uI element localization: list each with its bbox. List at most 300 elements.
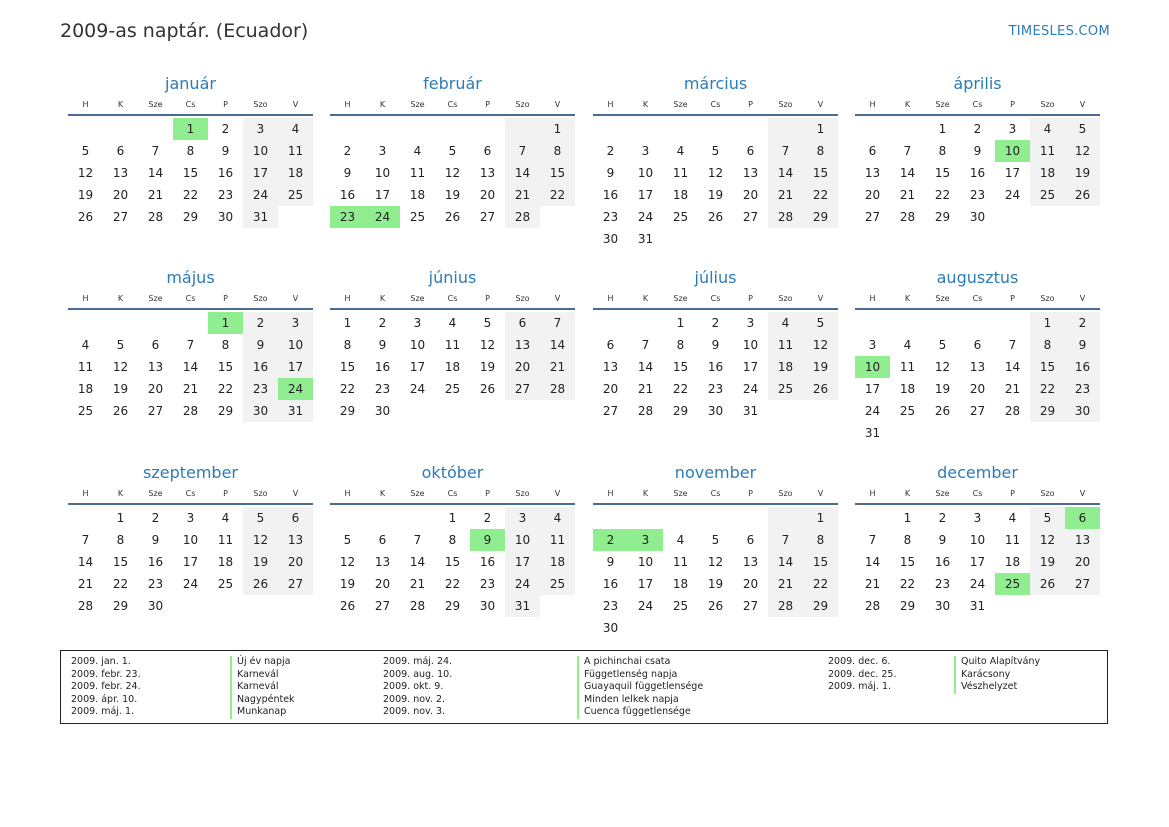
month-calendar <box>330 73 575 228</box>
weekday-label: Szo <box>253 489 268 498</box>
day-cell: 1 <box>343 316 352 330</box>
day-cell: 15 <box>934 166 951 180</box>
day-cell: 19 <box>707 577 724 591</box>
day-cell: 27 <box>864 210 881 224</box>
month-name: augusztus <box>936 268 1019 287</box>
days-grid <box>593 310 838 422</box>
weekday-label: K <box>642 100 649 109</box>
day-cell: 26 <box>339 599 356 613</box>
legend-date: 2009. máj. 1. <box>71 706 135 718</box>
day-cell: 13 <box>278 529 313 551</box>
day-cell: 6 <box>746 533 755 547</box>
day-cell: 21 <box>505 184 540 206</box>
weekday-header <box>593 95 838 116</box>
day-cell: 8 <box>448 533 457 547</box>
day-cell: 28 <box>182 404 199 418</box>
weekday-label: K <box>117 489 124 498</box>
day-cell: 17 <box>742 360 759 374</box>
empty-day-cell <box>768 507 803 529</box>
day-cell: 7 <box>186 338 195 352</box>
weekday-label: H <box>82 294 89 303</box>
legend-holiday-name: Függetlenség napja <box>577 669 703 682</box>
empty-day-cell <box>925 312 960 334</box>
weekday-header <box>68 484 313 505</box>
weekday-label: Sze <box>148 294 163 303</box>
day-cell: 5 <box>116 338 125 352</box>
weekday-label: V <box>292 100 299 109</box>
day-cell: 30 <box>602 621 619 635</box>
day-cell: 23 <box>1065 378 1100 400</box>
weekday-header <box>855 289 1100 310</box>
day-cell: 15 <box>182 166 199 180</box>
day-cell: 2 <box>483 511 492 525</box>
day-cell: 22 <box>217 382 234 396</box>
day-cell: 31 <box>742 404 759 418</box>
weekday-label: H <box>607 100 614 109</box>
weekday-label: Sze <box>410 489 425 498</box>
empty-day-cell <box>330 507 365 529</box>
day-cell: 17 <box>637 577 654 591</box>
weekday-label: Cs <box>185 294 196 303</box>
day-cell: 5 <box>803 312 838 334</box>
day-cell: 7 <box>868 533 877 547</box>
day-cell: 18 <box>77 382 94 396</box>
empty-day-cell <box>995 312 1030 334</box>
weekday-header <box>855 95 1100 116</box>
holiday-legend <box>60 650 1108 724</box>
day-cell: 29 <box>182 210 199 224</box>
day-cell: 29 <box>934 210 951 224</box>
day-cell: 15 <box>444 555 461 569</box>
day-cell: 13 <box>742 166 759 180</box>
day-cell: 29 <box>672 404 689 418</box>
day-cell: 12 <box>707 555 724 569</box>
weekday-label: Cs <box>185 100 196 109</box>
day-cell: 24 <box>637 599 654 613</box>
day-cell: 19 <box>479 360 496 374</box>
weekday-label: H <box>344 489 351 498</box>
day-cell: 23 <box>934 577 951 591</box>
day-cell: 26 <box>112 404 129 418</box>
day-cell: 4 <box>768 312 803 334</box>
weekday-label: P <box>223 294 228 303</box>
day-cell: 28 <box>505 206 540 228</box>
day-cell: 21 <box>1004 382 1021 396</box>
day-cell: 23 <box>243 378 278 400</box>
day-cell: 20 <box>479 188 496 202</box>
day-cell: 11 <box>278 140 313 162</box>
day-cell: 17 <box>243 162 278 184</box>
days-grid <box>68 116 313 228</box>
day-cell: 22 <box>934 188 951 202</box>
day-cell: 21 <box>637 382 654 396</box>
empty-day-cell <box>400 507 435 529</box>
days-grid <box>593 116 838 250</box>
day-cell: 11 <box>217 533 234 547</box>
empty-day-cell <box>593 118 628 140</box>
day-cell: 11 <box>1030 140 1065 162</box>
day-cell: 6 <box>151 338 160 352</box>
empty-day-cell <box>855 507 890 529</box>
day-cell: 27 <box>374 599 391 613</box>
day-cell: 16 <box>147 555 164 569</box>
day-cell: 17 <box>278 356 313 378</box>
day-cell: 3 <box>278 312 313 334</box>
day-cell: 9 <box>378 338 387 352</box>
weekday-label: Szo <box>1040 294 1055 303</box>
month-name: április <box>953 74 1002 93</box>
day-cell: 13 <box>505 334 540 356</box>
day-cell: 1 <box>1030 312 1065 334</box>
day-cell: 19 <box>112 382 129 396</box>
weekday-label: Sze <box>148 489 163 498</box>
month-calendar <box>593 462 838 639</box>
legend-dates-col1 <box>71 656 141 719</box>
day-cell: 6 <box>606 338 615 352</box>
day-cell: 10 <box>637 555 654 569</box>
day-cell: 3 <box>973 511 982 525</box>
day-cell: 29 <box>444 599 461 613</box>
day-cell: 13 <box>602 360 619 374</box>
day-cell: 22 <box>672 382 689 396</box>
weekday-label: K <box>904 100 911 109</box>
day-cell: 5 <box>938 338 947 352</box>
days-grid <box>330 116 575 228</box>
day-cell: 19 <box>1030 551 1065 573</box>
day-cell: 20 <box>969 382 986 396</box>
days-grid <box>68 505 313 617</box>
day-cell: 23 <box>969 188 986 202</box>
weekday-label: Sze <box>673 100 688 109</box>
day-cell: 23 <box>602 210 619 224</box>
day-cell: 7 <box>641 338 650 352</box>
weekday-header <box>68 289 313 310</box>
empty-day-cell <box>365 118 400 140</box>
day-cell: 4 <box>278 118 313 140</box>
legend-dates-col3 <box>828 656 896 694</box>
weekday-label: Szo <box>515 294 530 303</box>
day-cell: 22 <box>1030 378 1065 400</box>
weekday-label: Sze <box>148 100 163 109</box>
month-name: május <box>166 268 215 287</box>
day-cell: 7 <box>505 140 540 162</box>
days-grid <box>855 310 1100 444</box>
legend-date: 2009. ápr. 10. <box>71 693 138 705</box>
day-cell: 3 <box>378 144 387 158</box>
day-cell: 10 <box>742 338 759 352</box>
month-name: július <box>694 268 737 287</box>
day-cell: 23 <box>147 577 164 591</box>
day-cell: 25 <box>278 184 313 206</box>
day-cell: 28 <box>864 599 881 613</box>
legend-holiday-name: Karnevál <box>230 681 295 694</box>
day-cell: 10 <box>243 140 278 162</box>
day-cell: 29 <box>1030 400 1065 422</box>
month-name: november <box>674 463 757 482</box>
empty-day-cell <box>435 118 470 140</box>
weekday-label: V <box>1079 294 1086 303</box>
weekday-label: Cs <box>972 294 983 303</box>
weekday-label: P <box>485 294 490 303</box>
day-cell: 30 <box>1065 400 1100 422</box>
day-cell: 10 <box>637 166 654 180</box>
month-calendar <box>855 267 1100 444</box>
day-cell: 28 <box>540 378 575 400</box>
day-cell: 9 <box>151 533 160 547</box>
day-cell: 20 <box>742 188 759 202</box>
day-cell: 3 <box>505 507 540 529</box>
day-cell: 11 <box>444 338 461 352</box>
day-cell: 29 <box>339 404 356 418</box>
holiday-day-cell: 24 <box>278 378 313 400</box>
day-cell: 27 <box>1065 573 1100 595</box>
empty-day-cell <box>890 118 925 140</box>
day-cell: 9 <box>711 338 720 352</box>
day-cell: 3 <box>746 316 755 330</box>
day-cell: 16 <box>1065 356 1100 378</box>
weekday-label: H <box>607 489 614 498</box>
day-cell: 21 <box>864 577 881 591</box>
empty-day-cell <box>663 118 698 140</box>
day-cell: 18 <box>1030 162 1065 184</box>
day-cell: 23 <box>479 577 496 591</box>
legend-date: 2009. nov. 3. <box>383 706 446 718</box>
empty-day-cell <box>103 312 138 334</box>
day-cell: 13 <box>374 555 391 569</box>
weekday-label: Sze <box>410 294 425 303</box>
legend-date: 2009. jan. 1. <box>71 656 131 667</box>
day-cell: 8 <box>186 144 195 158</box>
month-name: december <box>937 463 1018 482</box>
weekday-label: Szo <box>1040 100 1055 109</box>
day-cell: 30 <box>969 210 986 224</box>
empty-day-cell <box>470 118 505 140</box>
day-cell: 5 <box>81 144 90 158</box>
day-cell: 27 <box>602 404 619 418</box>
day-cell: 22 <box>182 188 199 202</box>
legend-names-col1 <box>230 656 295 719</box>
weekday-header <box>330 289 575 310</box>
day-cell: 29 <box>803 595 838 617</box>
empty-day-cell <box>505 118 540 140</box>
day-cell: 21 <box>540 356 575 378</box>
day-cell: 15 <box>899 555 916 569</box>
day-cell: 13 <box>742 555 759 569</box>
empty-day-cell <box>960 312 995 334</box>
day-cell: 26 <box>803 378 838 400</box>
day-cell: 31 <box>505 595 540 617</box>
day-cell: 17 <box>1004 166 1021 180</box>
weekday-label: K <box>117 100 124 109</box>
weekday-header <box>68 95 313 116</box>
day-cell: 18 <box>672 577 689 591</box>
day-cell: 16 <box>707 360 724 374</box>
day-cell: 10 <box>374 166 391 180</box>
day-cell: 19 <box>934 382 951 396</box>
weekday-label: Sze <box>673 489 688 498</box>
day-cell: 30 <box>707 404 724 418</box>
empty-day-cell <box>68 312 103 334</box>
legend-holiday-name: Vészhelyzet <box>954 681 1040 694</box>
day-cell: 15 <box>112 555 129 569</box>
weekday-label: H <box>344 100 351 109</box>
day-cell: 20 <box>1065 551 1100 573</box>
days-grid <box>593 505 838 639</box>
day-cell: 30 <box>934 599 951 613</box>
day-cell: 20 <box>742 577 759 591</box>
day-cell: 17 <box>969 555 986 569</box>
day-cell: 6 <box>505 312 540 334</box>
day-cell: 21 <box>409 577 426 591</box>
day-cell: 16 <box>602 577 619 591</box>
legend-date: 2009. dec. 6. <box>828 656 891 667</box>
day-cell: 5 <box>448 144 457 158</box>
weekday-label: Szo <box>515 100 530 109</box>
day-cell: 17 <box>637 188 654 202</box>
legend-date: 2009. máj. 24. <box>383 656 453 667</box>
day-cell: 25 <box>672 210 689 224</box>
day-cell: 2 <box>1065 312 1100 334</box>
weekday-label: H <box>82 489 89 498</box>
day-cell: 14 <box>768 551 803 573</box>
day-cell: 26 <box>707 599 724 613</box>
month-calendar <box>68 73 313 228</box>
day-cell: 3 <box>1008 122 1017 136</box>
day-cell: 4 <box>676 144 685 158</box>
day-cell: 30 <box>217 210 234 224</box>
day-cell: 11 <box>77 360 94 374</box>
day-cell: 8 <box>343 338 352 352</box>
day-cell: 15 <box>339 360 356 374</box>
day-cell: 1 <box>803 118 838 140</box>
days-grid <box>855 116 1100 228</box>
day-cell: 12 <box>934 360 951 374</box>
day-cell: 25 <box>444 382 461 396</box>
brand-link[interactable]: TIMESLES.COM <box>1008 24 1110 39</box>
legend-holiday-name: Cuenca függetlensége <box>577 706 703 719</box>
day-cell: 21 <box>147 188 164 202</box>
empty-day-cell <box>628 118 663 140</box>
day-cell: 14 <box>409 555 426 569</box>
day-cell: 29 <box>112 599 129 613</box>
legend-holiday-name: Nagypéntek <box>230 694 295 707</box>
day-cell: 28 <box>768 595 803 617</box>
day-cell: 19 <box>77 188 94 202</box>
day-cell: 10 <box>505 529 540 551</box>
day-cell: 9 <box>1065 334 1100 356</box>
days-grid <box>68 310 313 422</box>
day-cell: 24 <box>182 577 199 591</box>
day-cell: 2 <box>973 122 982 136</box>
day-cell: 5 <box>1065 118 1100 140</box>
days-grid <box>855 505 1100 617</box>
legend-holiday-name: A pichinchai csata <box>577 656 703 669</box>
day-cell: 14 <box>899 166 916 180</box>
day-cell: 29 <box>217 404 234 418</box>
day-cell: 28 <box>147 210 164 224</box>
day-cell: 27 <box>147 404 164 418</box>
day-cell: 5 <box>243 507 278 529</box>
day-cell: 21 <box>182 382 199 396</box>
day-cell: 2 <box>151 511 160 525</box>
day-cell: 24 <box>637 210 654 224</box>
weekday-header <box>330 95 575 116</box>
day-cell: 11 <box>540 529 575 551</box>
day-cell: 20 <box>147 382 164 396</box>
day-cell: 9 <box>221 144 230 158</box>
day-cell: 4 <box>81 338 90 352</box>
day-cell: 27 <box>112 210 129 224</box>
day-cell: 26 <box>479 382 496 396</box>
weekday-label: Sze <box>935 489 950 498</box>
weekday-label: Cs <box>447 489 458 498</box>
day-cell: 10 <box>278 334 313 356</box>
day-cell: 27 <box>479 210 496 224</box>
day-cell: 6 <box>116 144 125 158</box>
holiday-day-cell: 1 <box>208 312 243 334</box>
day-cell: 12 <box>1030 529 1065 551</box>
weekday-header <box>855 484 1100 505</box>
weekday-label: P <box>485 100 490 109</box>
day-cell: 9 <box>606 166 615 180</box>
page-title: 2009-as naptár. (Ecuador) <box>60 20 309 42</box>
weekday-label: V <box>292 294 299 303</box>
day-cell: 8 <box>803 529 838 551</box>
empty-day-cell <box>68 118 103 140</box>
day-cell: 25 <box>1030 184 1065 206</box>
day-cell: 3 <box>413 316 422 330</box>
day-cell: 1 <box>938 122 947 136</box>
weekday-label: V <box>554 489 561 498</box>
day-cell: 12 <box>112 360 129 374</box>
day-cell: 29 <box>803 206 838 228</box>
day-cell: 22 <box>444 577 461 591</box>
empty-day-cell <box>855 312 890 334</box>
day-cell: 30 <box>602 232 619 246</box>
weekday-header <box>593 484 838 505</box>
month-calendar <box>68 462 313 617</box>
day-cell: 10 <box>182 533 199 547</box>
day-cell: 16 <box>479 555 496 569</box>
weekday-label: Szo <box>515 489 530 498</box>
day-cell: 14 <box>505 162 540 184</box>
holiday-day-cell: 2 <box>593 529 628 551</box>
day-cell: 15 <box>672 360 689 374</box>
empty-day-cell <box>768 118 803 140</box>
legend-date: 2009. aug. 10. <box>383 668 453 680</box>
day-cell: 19 <box>339 577 356 591</box>
weekday-label: P <box>748 100 753 109</box>
legend-holiday-name: Munkanap <box>230 706 295 719</box>
weekday-label: H <box>869 294 876 303</box>
legend-names-col2 <box>577 656 703 719</box>
day-cell: 12 <box>339 555 356 569</box>
weekday-label: Szo <box>253 294 268 303</box>
days-grid <box>330 310 575 422</box>
weekday-label: V <box>1079 489 1086 498</box>
day-cell: 24 <box>1004 188 1021 202</box>
day-cell: 14 <box>1004 360 1021 374</box>
day-cell: 25 <box>217 577 234 591</box>
day-cell: 27 <box>742 210 759 224</box>
day-cell: 20 <box>602 382 619 396</box>
day-cell: 22 <box>803 184 838 206</box>
day-cell: 21 <box>768 184 803 206</box>
day-cell: 15 <box>217 360 234 374</box>
empty-day-cell <box>628 312 663 334</box>
day-cell: 5 <box>711 144 720 158</box>
day-cell: 20 <box>374 577 391 591</box>
